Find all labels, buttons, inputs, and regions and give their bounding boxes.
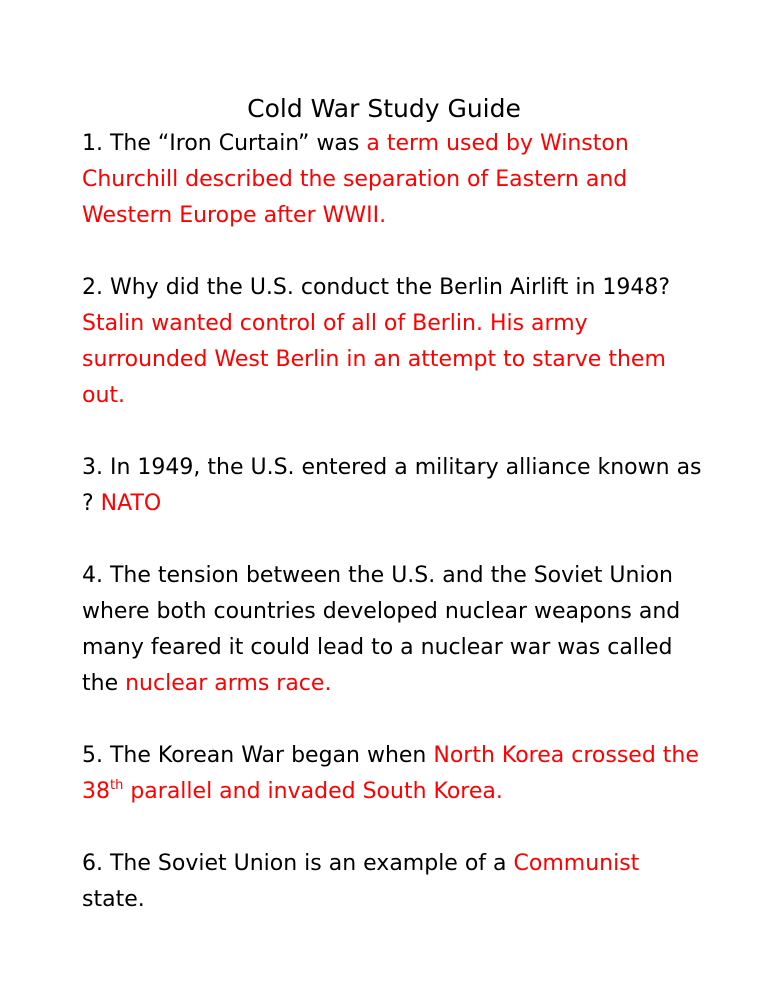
question-4-prompt: 4. The tension between the U.S. and the Soviet Union where both countries developed nuclear weapons and many feared it could lead to a nuclear war was called the	[82, 563, 681, 696]
question-2-answer: Stalin wanted control of all of Berlin. His army surrounded West Berlin in an attempt to starve them out.	[82, 311, 666, 408]
question-1	[82, 126, 702, 234]
question-6	[82, 846, 702, 918]
question-2-prompt: 2. Why did the U.S. conduct the Berlin Airlift in 1948?	[82, 275, 671, 300]
study-guide-content	[82, 126, 702, 954]
question-6-prompt: 6. The Soviet Union is an example of a	[82, 851, 514, 876]
question-4	[82, 558, 702, 702]
question-5	[82, 738, 702, 810]
question-5-answer-superscript: th	[110, 778, 124, 793]
question-5-answer-part-1: North Korea crossed the 38	[82, 743, 699, 804]
question-1-prompt: 1. The “Iron Curtain” was	[82, 131, 367, 156]
question-1-answer: a term used by Winston Churchill described the separation of Eastern and Western Europe after WWII.	[82, 131, 629, 228]
question-3-prompt: 3. In 1949, the U.S. entered a military alliance known as ?	[82, 455, 702, 516]
question-5-prompt: 5. The Korean War began when	[82, 743, 434, 768]
question-4-answer: nuclear arms race.	[125, 671, 332, 696]
question-3-answer: NATO	[100, 491, 162, 516]
question-2	[82, 270, 702, 414]
question-6-answer: Communist	[513, 851, 640, 876]
question-5-answer-part-2: parallel and invaded South Korea.	[123, 779, 503, 804]
question-3	[82, 450, 702, 522]
page-title: Cold War Study Guide	[247, 94, 521, 123]
question-6-suffix: state.	[82, 887, 145, 912]
